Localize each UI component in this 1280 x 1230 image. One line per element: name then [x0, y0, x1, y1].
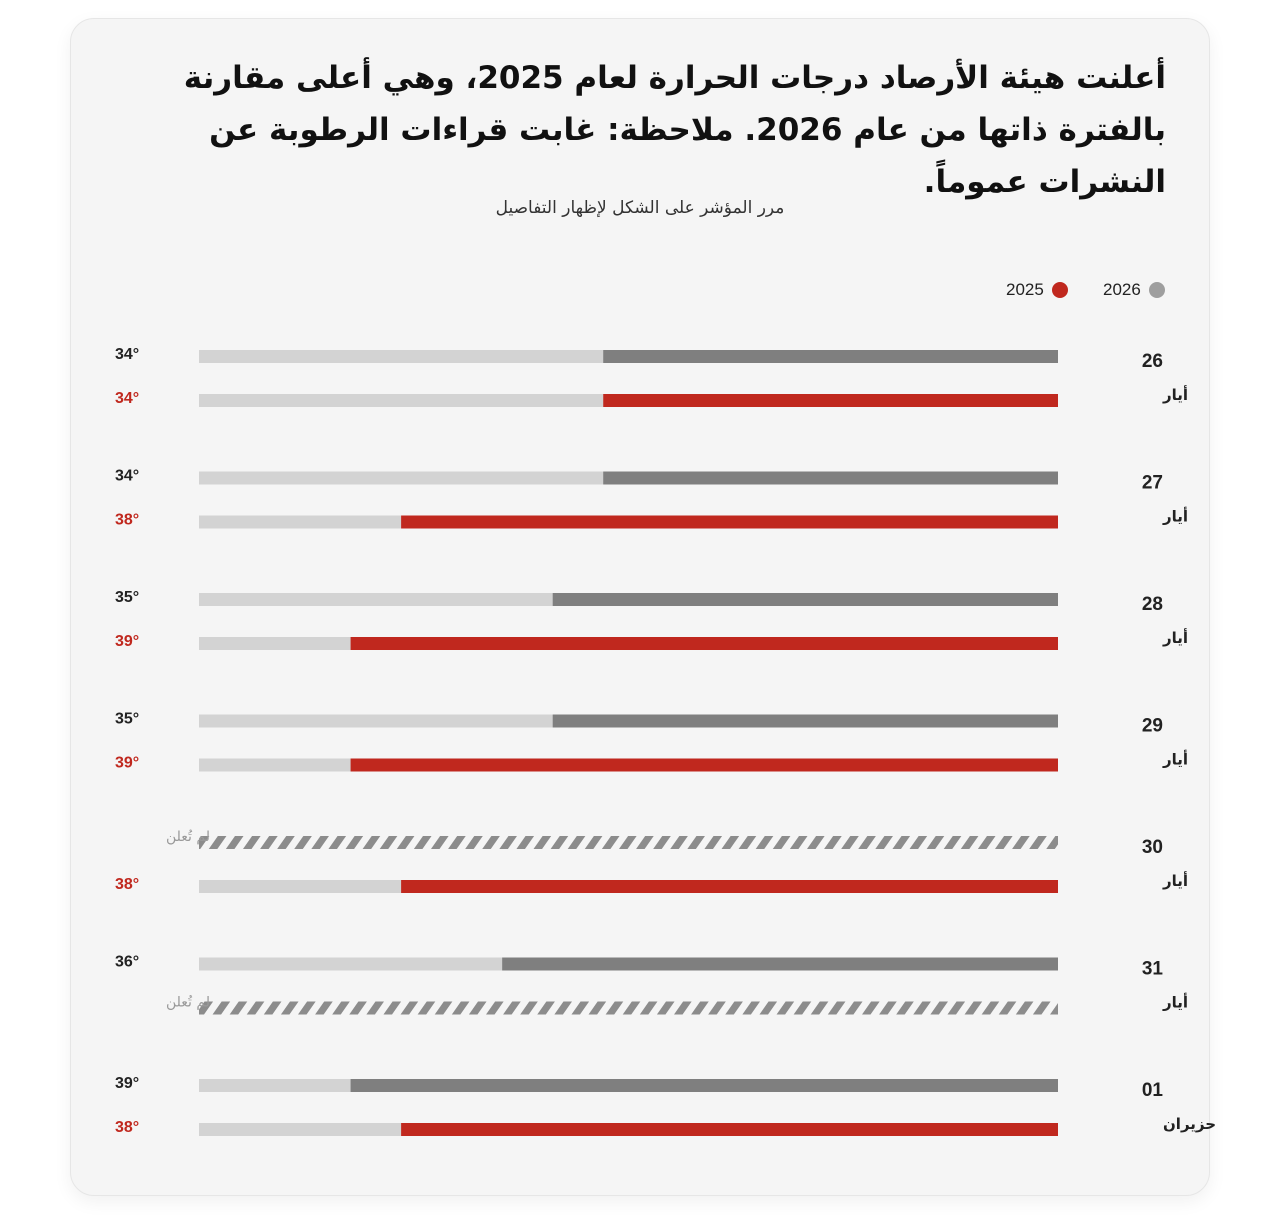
bar-2025[interactable] [401, 880, 1058, 893]
tick-label-day: 26 [1141, 351, 1163, 372]
bar-2025[interactable] [401, 1123, 1058, 1136]
tick-label-month: أيار [1163, 750, 1189, 769]
tick-label-day: 31 [1141, 958, 1163, 980]
data-label-2025: 38° [115, 1119, 140, 1136]
data-label-2026: 34° [115, 346, 140, 363]
tick-label-day: 27 [1141, 472, 1163, 494]
tick-label-day: 01 [1141, 1080, 1163, 1101]
data-label-2025: 38° [115, 876, 140, 893]
legend-label-2025: 2025 [1006, 280, 1044, 299]
bar-2025[interactable] [401, 516, 1058, 529]
bar-2026[interactable] [553, 593, 1058, 606]
bar-not-announced-2026[interactable] [199, 836, 1058, 849]
tick-label-month: أيار [1163, 386, 1189, 404]
tick-label-day: 28 [1141, 594, 1163, 615]
data-label-2025: 38° [115, 511, 140, 529]
data-label-2025: 34° [115, 390, 140, 407]
tick-label-month: أيار [1163, 507, 1189, 526]
bar-2026[interactable] [553, 715, 1058, 728]
tick-label-month: أيار [1163, 629, 1189, 647]
bar-2025[interactable] [351, 759, 1058, 772]
label-not-announced: لم تُعلن [166, 829, 210, 845]
tick-label-day: 30 [1141, 837, 1163, 858]
data-label-2025: 39° [115, 633, 140, 650]
bar-2025[interactable] [351, 637, 1058, 650]
bar-2025[interactable] [603, 394, 1058, 407]
data-label-2026: 35° [115, 589, 140, 606]
data-label-2026: 36° [115, 953, 140, 971]
data-label-2026: 39° [115, 1075, 140, 1092]
tick-label-day: 29 [1141, 715, 1163, 737]
data-label-2026: 34° [115, 467, 140, 485]
chart-title: أعلنت هيئة الأرصاد درجات الحرارة لعام 2025، وهي أعلى مقارنة بالفترة ذاتها من عام 2026. ملاحظة: غابت قراءات الرطوبة عن النشرات عموماً. [183, 60, 1166, 200]
data-label-2025: 39° [115, 754, 140, 772]
bar-2026[interactable] [603, 472, 1058, 485]
label-not-announced: لم تُعلن [166, 994, 210, 1011]
tick-label-month: حزيران [1163, 1115, 1217, 1133]
tick-label-month: أيار [1163, 872, 1189, 890]
tick-label-month: أيار [1163, 993, 1189, 1012]
hover-hint: مرر المؤشر على الشكل لإظهار التفاصيل [495, 198, 785, 218]
bar-2026[interactable] [502, 958, 1058, 971]
bar-2026[interactable] [351, 1079, 1058, 1092]
bar-not-announced-2025[interactable] [199, 1002, 1058, 1015]
legend-label-2026: 2026 [1103, 280, 1141, 299]
bar-2026[interactable] [603, 350, 1058, 363]
data-label-2026: 35° [115, 710, 140, 728]
